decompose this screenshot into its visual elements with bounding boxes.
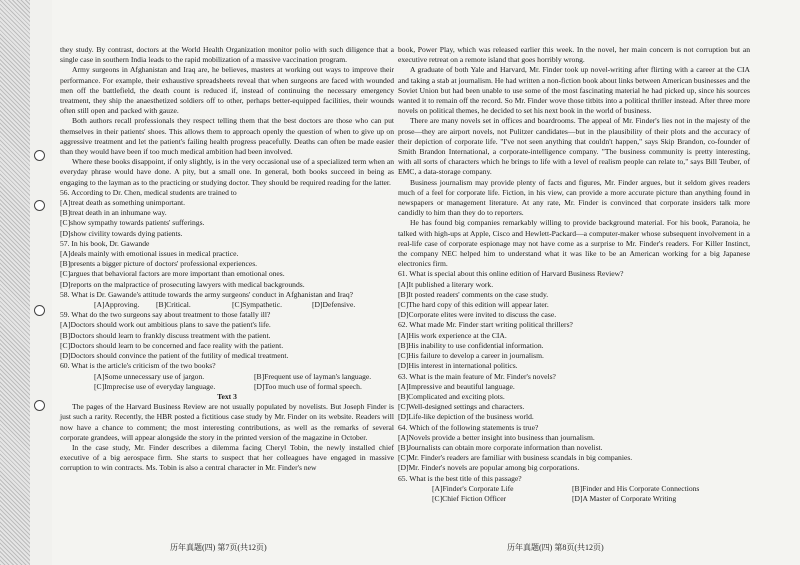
punch-hole [34, 200, 45, 211]
option: [D]His interest in international politics. [398, 361, 518, 371]
passage-paragraph: Business journalism may provide plenty of facts and figures, Mr. Finder argues, but it seldom gives readers much of a feel for corporate life. Fiction, in his view, can provide a more accurate picture than anything found in newspapers or management literature. At any rate, Mr. Finder is convinced that corporate insiders talk more candidly to him than they do to reporters. [398, 177, 750, 218]
option: [A]deals mainly with emotional issues in medical practice. [60, 249, 239, 259]
option: [B]Frequent use of layman's language. [254, 371, 372, 381]
question-57: 57. In his book, Dr. Gawande [60, 238, 150, 248]
option: [C]Doctors should learn to be concerned and face reality with the patient. [60, 340, 284, 350]
option: [D]Corporate elites were invited to discuss the case. [398, 310, 557, 320]
question-64: 64. Which of the following statements is true? [398, 422, 539, 432]
option: [D]Mr. Finder's novels are popular among big corporations. [398, 463, 580, 473]
option-row [432, 494, 750, 504]
option-row [432, 484, 750, 494]
option: [D]reports on the malpractice of prosecuting lawyers with medical backgrounds. [60, 279, 305, 289]
option: [B]Finder and His Corporate Connections [572, 483, 700, 493]
passage-paragraph: book, Power Play, which was released earlier this week. In the novel, her main concern is not corruption but an executive retreat on a remote island that goes horribly wrong. [398, 45, 750, 65]
question-60: 60. What is the article's criticism of the two books? [60, 361, 216, 371]
option: [D]Defensive. [312, 300, 356, 310]
option: [C]Mr. Finder's readers are familiar with business scandals in big companies. [398, 453, 633, 463]
question-63: 63. What is the main feature of Mr. Finder's novels? [398, 371, 556, 381]
passage-paragraph: Both authors recall professionals they respect telling them that the best doctors are those who can put themselves in their patients' shoes. This allows them to approach openly the question of when to give up on aggressive treatment and let the patient's failing health progress peacefully. Deaths can often be made easier than they would have been if too much medical ambition had been involved. [60, 116, 394, 157]
option: [B]Journalists can obtain more corporate information than novelist. [398, 442, 603, 452]
option: [B]treat death in an inhumane way. [60, 208, 167, 218]
option: [B]Doctors should learn to frankly discuss treatment with the patient. [60, 330, 271, 340]
option: [C]The hard copy of this edition will appear later. [398, 300, 549, 310]
binding-holes-strip [30, 0, 53, 565]
option: [A]Doctors should work out ambitious plans to save the patient's life. [60, 320, 271, 330]
passage-paragraph: Where these books disappoint, if only slightly, is in the very occasional use of a specialized term when an everyday phrase would have done. A pity, but a small one. In general, both books succeed in being as engaging to the layman as to the practicing or studying doctor. They should be required reading for the latter. [60, 157, 394, 187]
page-footer-left: 历年真题(四) 第7页(共12页) [170, 543, 267, 552]
option: [D]Doctors should convince the patient of the futility of medical treatment. [60, 351, 289, 361]
passage-paragraph: A graduate of both Yale and Harvard, Mr. Finder took up novel-writing after flirting with a career at the CIA and taking a stab at journalism. He had written a non-fiction book about links between American businesses and the Soviet Union but had been unable to use some of the most fascinating material he had picked up, since his sources wanted it to remain off the record. So Mr. Finder wove those titbits into a political thriller instead. After three more novels on political themes, he decided to set his next book in the world of business. [398, 65, 750, 116]
option: [D]A Master of Corporate Writing [572, 493, 677, 503]
passage-paragraph: In the case study, Mr. Finder describes a dilemma facing Cheryl Tobin, the newly installed chief executive of a big aerospace firm. She starts to suspect that her colleagues have engaged in massive corruption to win contracts. Ms. Tobin is also a central character in Mr. Finder's new [60, 442, 394, 473]
right-column [398, 45, 750, 504]
option: [A]Finder's Corporate Life [432, 483, 514, 493]
passage-paragraph: The pages of the Harvard Business Review are not usually populated by novelists. But Joseph Finder is just such a rarity. Recently, the HBR posted a fictitious case study by Mr. Finder on its website. Readers will now have a chance to comment; the most interesting contributions, as well as the remarks of several corporate grandees, will appear alongside the story in the printed version of the magazine in October. [60, 402, 394, 442]
section-heading: Text 3 [217, 391, 237, 401]
question-61: 61. What is special about this online edition of Harvard Business Review? [398, 269, 624, 279]
option: [C]Sympathetic. [232, 300, 282, 310]
option: [C]Imprecise use of everyday language. [94, 381, 216, 391]
option: [D]Too much use of formal speech. [254, 381, 362, 391]
option: [B]His inability to use confidential information. [398, 340, 544, 350]
left-column [60, 45, 394, 474]
page-footer-right: 历年真题(四) 第8页(共12页) [507, 543, 604, 552]
question-58: 58. What is Dr. Gawande's attitude towards the army surgeons' conduct in Afghanistan and Iraq? [60, 289, 354, 299]
option: [D]show civility towards dying patients. [60, 228, 183, 238]
option-row [94, 382, 394, 392]
option: [A]treat death as something unimportant. [60, 198, 186, 208]
option: [C]Well-designed settings and characters. [398, 402, 525, 412]
passage-paragraph: Army surgeons in Afghanistan and Iraq are, he believes, masters at working out ways to improve their performance. For example, their exhaustive spreadsheets reveal that when surgeons are faced with wounded men off the battlefield, the death count is reduced if, instead of continuing the necessary emergency treatment, they ship the anaesthetized soldiers off to other, perhaps better-equipped facilities, their wounds often still open and packed with gauze. [60, 65, 394, 116]
option: [B]presents a bigger picture of doctors' professional experiences. [60, 259, 258, 269]
punch-hole [34, 305, 45, 316]
exam-page-spread [52, 0, 800, 565]
option: [A]His work experience at the CIA. [398, 330, 507, 340]
option: [B]It posted readers' comments on the case study. [398, 289, 549, 299]
option: [C]His failure to develop a career in journalism. [398, 351, 544, 361]
option: [B]Critical. [156, 300, 191, 310]
option-row [94, 372, 394, 382]
option: [A]Some unnecessary use of jargon. [94, 371, 205, 381]
option: [A]It published a literary work. [398, 279, 494, 289]
option: [A]Impressive and beautiful language. [398, 381, 515, 391]
option: [C]show sympathy towards patients' sufferings. [60, 218, 205, 228]
option: [C]argues that behavioral factors are more important than emotional ones. [60, 269, 285, 279]
punch-hole [34, 150, 45, 161]
question-62: 62. What made Mr. Finder start writing political thrillers? [398, 320, 573, 330]
question-59: 59. What do the two surgeons say about treatment to those fatally ill? [60, 310, 271, 320]
option: [C]Chief Fiction Officer [432, 493, 507, 503]
punch-hole [34, 400, 45, 411]
option: [D]Life-like depiction of the business world. [398, 412, 534, 422]
passage-paragraph: He has found big companies remarkably willing to provide background material. For his book, Paranoia, he talked with high-ups at Apple, Cisco and Hewlett-Packard—a computer-maker whose subsequent involvement in a real-life case of corporate espionage may not have come as a surprise to Mr. Finder's readers. For Killer Instinct, the company NEC helped him to understand what it was like to be an American working for a big Japanese electronics firm. [398, 218, 750, 269]
option: [A]Novels provide a better insight into business than journalism. [398, 432, 595, 442]
passage-paragraph: they study. By contrast, doctors at the World Health Organization monitor polio with such diligence that a single case in southern India leads to the rapid mobilization of a massive vaccination program. [60, 45, 394, 65]
option-row [94, 300, 394, 310]
option: [B]Complicated and exciting plots. [398, 391, 505, 401]
binding-edge [0, 0, 30, 565]
question-56: 56. According to Dr. Chen, medical students are trained to [60, 187, 237, 197]
option: [A]Approving. [94, 300, 140, 310]
passage-paragraph: There are many novels set in offices and boardrooms. The appeal of Mr. Finder's lies not in the majesty of the prose—they are airport novels, not Pulitzer candidates—but in the plausibility of their plots and the accuracy of their depiction of corporate life. "I've not seen anything that couldn't happen," says Skip Brandon, co-founder of Smith Brandon International, a corporate-intelligence company. "The business community is pretty interesting, with all sorts of characters which he brings to life with a level of realism people can relate to," says Bill Teuber, of EMC, a data-storage company. [398, 116, 750, 177]
question-65: 65. What is the best title of this passage? [398, 473, 522, 483]
